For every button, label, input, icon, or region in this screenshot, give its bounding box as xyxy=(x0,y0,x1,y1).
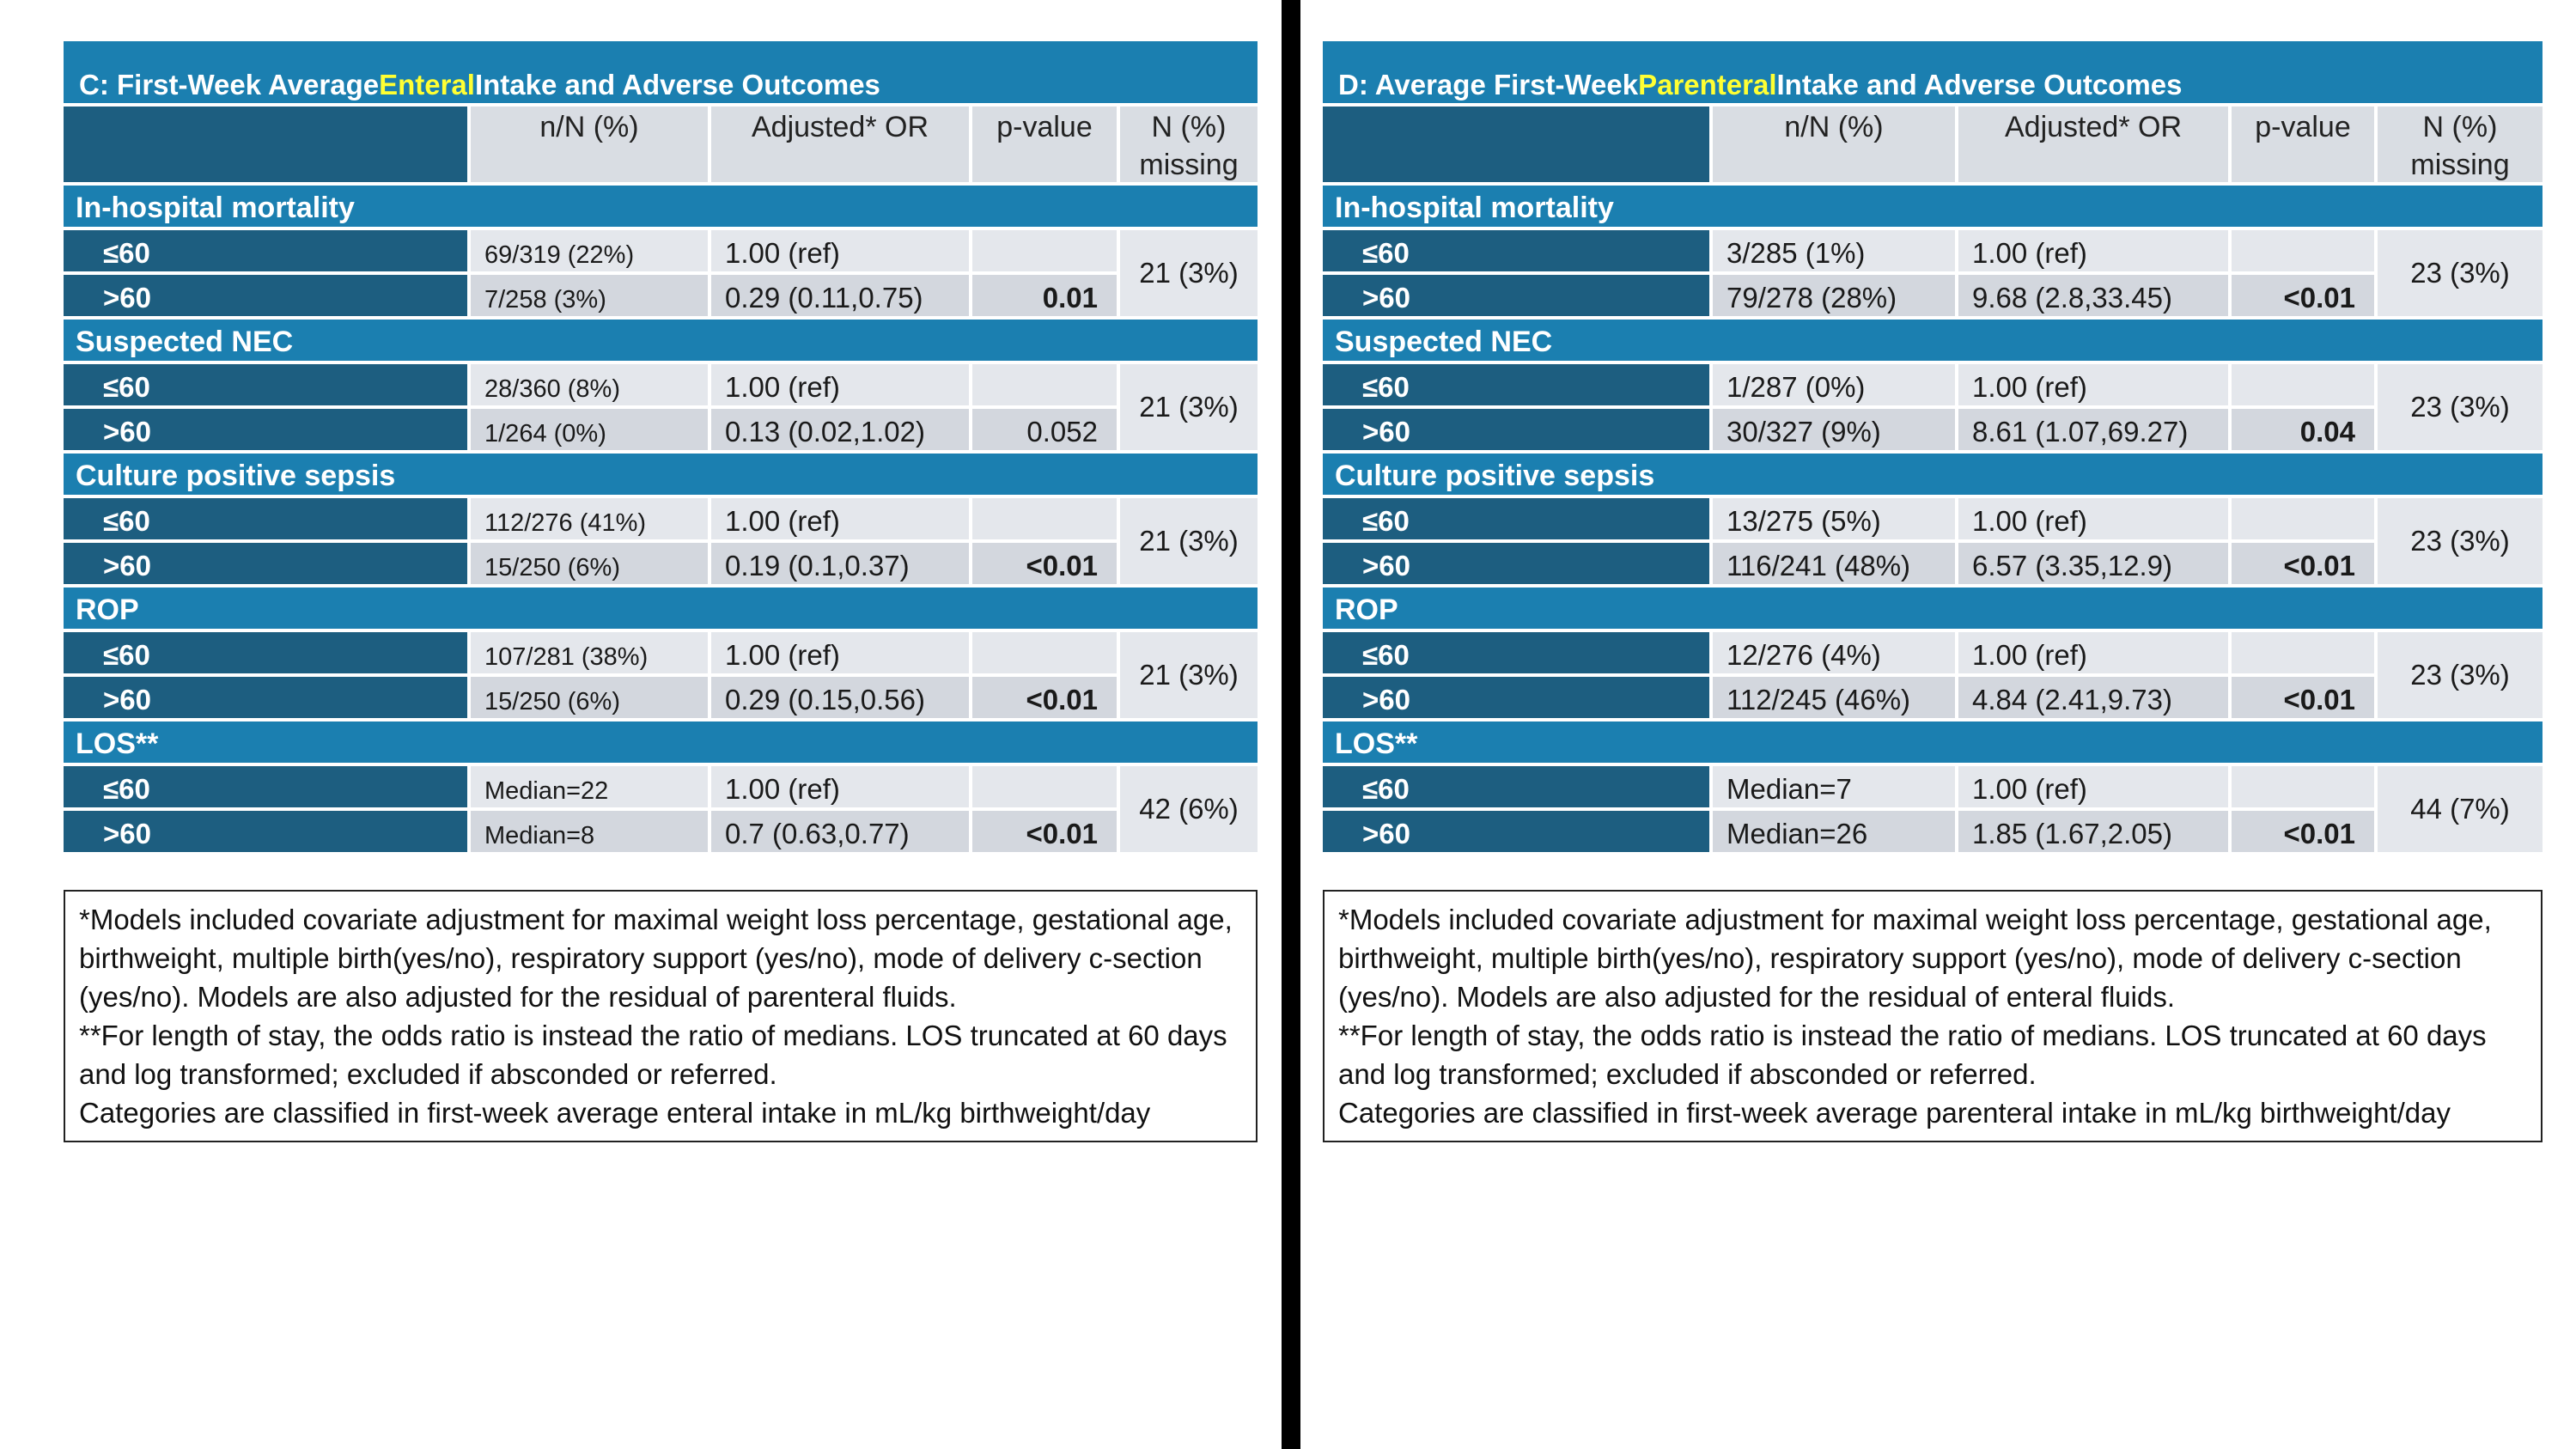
adjusted-or-value: 1.00 (ref) xyxy=(711,364,969,405)
category-label: ≤60 xyxy=(1323,230,1709,271)
p-value xyxy=(2232,364,2374,405)
p-value xyxy=(972,230,1117,271)
nN-value: 28/360 (8%) xyxy=(471,364,708,405)
nN-value: 107/281 (38%) xyxy=(471,632,708,673)
outcome-section-title: ROP xyxy=(1323,588,2543,629)
p-value xyxy=(972,364,1117,405)
p-value xyxy=(972,766,1117,807)
nN-value: 112/276 (41%) xyxy=(471,498,708,539)
header-adjusted-or: Adjusted* OR xyxy=(711,107,969,182)
adjusted-or-value: 0.13 (0.02,1.02) xyxy=(711,409,969,450)
missing-value: 23 (3%) xyxy=(2378,230,2543,316)
p-value: <0.01 xyxy=(972,677,1117,718)
missing-value: 23 (3%) xyxy=(2378,632,2543,718)
title-highlight: Parenteral xyxy=(1638,69,1777,100)
footnote-covariates: *Models included covariate adjustment for maximal weight loss percentage, gestational age, birthweight, multiple birth(yes/no), respiratory support (yes/no), mode of delivery c-section (yes/no). Models are also adjusted for the residual of enteral fluids. xyxy=(1338,904,2492,1013)
title-pre: : Average First-Week xyxy=(1358,69,1639,100)
category-label: >60 xyxy=(64,543,467,584)
p-value xyxy=(972,632,1117,673)
category-label: >60 xyxy=(1323,275,1709,316)
adjusted-or-value: 1.00 (ref) xyxy=(711,766,969,807)
category-label: >60 xyxy=(1323,409,1709,450)
category-label: >60 xyxy=(64,677,467,718)
outcome-section-title: Culture positive sepsis xyxy=(1323,454,2543,495)
p-value xyxy=(2232,632,2374,673)
adjusted-or-value: 1.00 (ref) xyxy=(1958,766,2228,807)
outcome-section-title: Suspected NEC xyxy=(64,320,1258,361)
header-p-value: p-value xyxy=(2232,107,2374,182)
p-value: <0.01 xyxy=(2232,275,2374,316)
p-value: 0.04 xyxy=(2232,409,2374,450)
header-blank-cell xyxy=(1323,107,1709,182)
category-label: ≤60 xyxy=(1323,364,1709,405)
title-prefix: C xyxy=(79,69,100,100)
p-value: <0.01 xyxy=(2232,677,2374,718)
title-prefix: D xyxy=(1338,69,1359,100)
adjusted-or-value: 0.19 (0.1,0.37) xyxy=(711,543,969,584)
nN-value: 15/250 (6%) xyxy=(471,543,708,584)
outcome-section-title: In-hospital mortality xyxy=(1323,186,2543,227)
title-highlight: Enteral xyxy=(379,69,475,100)
adjusted-or-value: 6.57 (3.35,12.9) xyxy=(1958,543,2228,584)
nN-value: 79/278 (28%) xyxy=(1713,275,1955,316)
outcome-section-title: In-hospital mortality xyxy=(64,186,1258,227)
adjusted-or-value: 1.00 (ref) xyxy=(1958,498,2228,539)
nN-value: 13/275 (5%) xyxy=(1713,498,1955,539)
panel-c-enteral-table xyxy=(64,41,1258,852)
adjusted-or-value: 8.61 (1.07,69.27) xyxy=(1958,409,2228,450)
panel-d-footnotes xyxy=(1323,890,2543,1142)
p-value xyxy=(2232,498,2374,539)
adjusted-or-value: 1.85 (1.67,2.05) xyxy=(1958,811,2228,852)
nN-value: Median=8 xyxy=(471,811,708,852)
outcome-section-title: LOS** xyxy=(1323,721,2543,763)
category-label: >60 xyxy=(1323,811,1709,852)
nN-value: 30/327 (9%) xyxy=(1713,409,1955,450)
missing-value: 21 (3%) xyxy=(1120,230,1258,316)
missing-value: 44 (7%) xyxy=(2378,766,2543,852)
nN-value: 1/287 (0%) xyxy=(1713,364,1955,405)
p-value xyxy=(972,498,1117,539)
title-post: Intake and Adverse Outcomes xyxy=(474,69,880,100)
adjusted-or-value: 1.00 (ref) xyxy=(1958,364,2228,405)
results-grid xyxy=(64,107,1258,852)
adjusted-or-value: 1.00 (ref) xyxy=(711,498,969,539)
nN-value: Median=22 xyxy=(471,766,708,807)
adjusted-or-value: 1.00 (ref) xyxy=(711,632,969,673)
panel-c-footnotes xyxy=(64,890,1258,1142)
p-value: <0.01 xyxy=(972,811,1117,852)
footnote-categories: Categories are classified in first-week average enteral intake in mL/kg birthweight/day xyxy=(79,1097,1151,1129)
adjusted-or-value: 1.00 (ref) xyxy=(1958,632,2228,673)
footnote-los: **For length of stay, the odds ratio is instead the ratio of medians. LOS truncated at 60 days and log transformed; excluded if absconded or referred. xyxy=(79,1020,1227,1090)
panel-d-parenteral-table xyxy=(1323,41,2543,852)
adjusted-or-value: 4.84 (2.41,9.73) xyxy=(1958,677,2228,718)
nN-value: Median=7 xyxy=(1713,766,1955,807)
title-post: Intake and Adverse Outcomes xyxy=(1776,69,2183,100)
header-p-value: p-value xyxy=(972,107,1117,182)
missing-value: 23 (3%) xyxy=(2378,498,2543,584)
category-label: ≤60 xyxy=(1323,498,1709,539)
p-value: <0.01 xyxy=(2232,543,2374,584)
category-label: ≤60 xyxy=(1323,766,1709,807)
nN-value: 15/250 (6%) xyxy=(471,677,708,718)
header-adjusted-or: Adjusted* OR xyxy=(1958,107,2228,182)
missing-value: 21 (3%) xyxy=(1120,632,1258,718)
missing-value: 42 (6%) xyxy=(1120,766,1258,852)
adjusted-or-value: 0.7 (0.63,0.77) xyxy=(711,811,969,852)
category-label: ≤60 xyxy=(64,632,467,673)
header-blank-cell xyxy=(64,107,467,182)
footnote-categories: Categories are classified in first-week average parenteral intake in mL/kg birthweight/day xyxy=(1338,1097,2451,1129)
category-label: >60 xyxy=(1323,543,1709,584)
adjusted-or-value: 9.68 (2.8,33.45) xyxy=(1958,275,2228,316)
outcome-section-title: Culture positive sepsis xyxy=(64,454,1258,495)
category-label: ≤60 xyxy=(64,498,467,539)
category-label: ≤60 xyxy=(64,364,467,405)
category-label: >60 xyxy=(64,409,467,450)
missing-value: 23 (3%) xyxy=(2378,364,2543,450)
header-nn: n/N (%) xyxy=(1713,107,1955,182)
nN-value: 116/241 (48%) xyxy=(1713,543,1955,584)
outcome-section-title: Suspected NEC xyxy=(1323,320,2543,361)
adjusted-or-value: 1.00 (ref) xyxy=(711,230,969,271)
nN-value: 3/285 (1%) xyxy=(1713,230,1955,271)
table-title xyxy=(64,41,1258,103)
title-pre: : First-Week Average xyxy=(99,69,380,100)
outcome-section-title: LOS** xyxy=(64,721,1258,763)
nN-value: 12/276 (4%) xyxy=(1713,632,1955,673)
nN-value: 69/319 (22%) xyxy=(471,230,708,271)
category-label: >60 xyxy=(1323,677,1709,718)
nN-value: 7/258 (3%) xyxy=(471,275,708,316)
p-value: <0.01 xyxy=(2232,811,2374,852)
category-label: >60 xyxy=(64,811,467,852)
footnote-covariates: *Models included covariate adjustment for maximal weight loss percentage, gestational age, birthweight, multiple birth(yes/no), respiratory support (yes/no), mode of delivery c-section (yes/no). Models are also adjusted for the residual of parenteral fluids. xyxy=(79,904,1233,1013)
p-value: <0.01 xyxy=(972,543,1117,584)
panel-divider xyxy=(1282,0,1300,1449)
footnote-los: **For length of stay, the odds ratio is instead the ratio of medians. LOS truncated at 60 days and log transformed; excluded if absconded or referred. xyxy=(1338,1020,2487,1090)
header-nn: n/N (%) xyxy=(471,107,708,182)
p-value: 0.052 xyxy=(972,409,1117,450)
missing-value: 21 (3%) xyxy=(1120,498,1258,584)
category-label: >60 xyxy=(64,275,467,316)
missing-value: 21 (3%) xyxy=(1120,364,1258,450)
category-label: ≤60 xyxy=(64,230,467,271)
adjusted-or-value: 0.29 (0.11,0.75) xyxy=(711,275,969,316)
results-grid xyxy=(1323,107,2543,852)
nN-value: 112/245 (46%) xyxy=(1713,677,1955,718)
outcome-section-title: ROP xyxy=(64,588,1258,629)
adjusted-or-value: 0.29 (0.15,0.56) xyxy=(711,677,969,718)
header-missing: N (%) missing xyxy=(2378,107,2543,182)
table-title xyxy=(1323,41,2543,103)
p-value xyxy=(2232,766,2374,807)
nN-value: 1/264 (0%) xyxy=(471,409,708,450)
category-label: ≤60 xyxy=(64,766,467,807)
adjusted-or-value: 1.00 (ref) xyxy=(1958,230,2228,271)
p-value: 0.01 xyxy=(972,275,1117,316)
category-label: ≤60 xyxy=(1323,632,1709,673)
header-missing: N (%) missing xyxy=(1120,107,1258,182)
nN-value: Median=26 xyxy=(1713,811,1955,852)
p-value xyxy=(2232,230,2374,271)
